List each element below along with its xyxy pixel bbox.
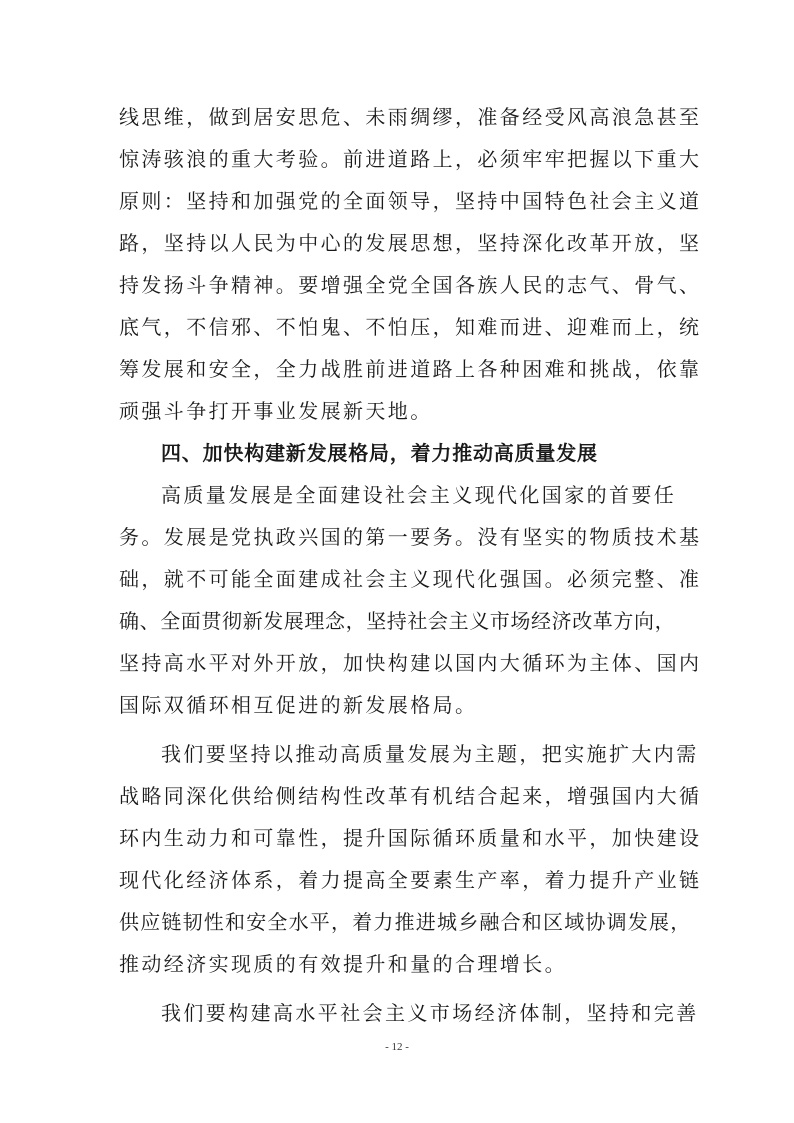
paragraph xyxy=(119,474,702,726)
section-heading: 四、加快构建新发展格局，着力推动高质量发展 xyxy=(161,441,598,465)
text-line: 持发扬斗争精神。要增强全党全国各族人民的志气、骨气、 xyxy=(119,273,702,297)
text-line: 顽强斗争打开事业发展新天地。 xyxy=(119,399,433,423)
text-line: 战略同深化供给侧结构性改革有机结合起来，增强国内大循 xyxy=(119,784,702,808)
text-line: 高质量发展是全面建设社会主义现代化国家的首要任 xyxy=(161,483,677,507)
paragraph-continuation xyxy=(119,96,702,432)
text-line: 确、全面贯彻新发展理念，坚持社会主义市场经济改革方向， xyxy=(119,609,676,633)
text-line: 路，坚持以人民为中心的发展思想，坚持深化改革开放，坚 xyxy=(119,231,702,255)
text-line: 务。发展是党执政兴国的第一要务。没有坚实的物质技术基 xyxy=(119,525,702,549)
text-line: 线思维，做到居安思危、未雨绸缪，准备经受风高浪急甚至 xyxy=(119,105,702,129)
text-line: 础，就不可能全面建成社会主义现代化强国。必须完整、准 xyxy=(119,567,702,591)
text-line: 筹发展和安全，全力战胜前进道路上各种困难和挑战，依靠 xyxy=(119,357,702,381)
text-line: 供应链韧性和安全水平，着力推进城乡融合和区域协调发展， xyxy=(119,910,692,934)
text-line: 底气，不信邪、不怕鬼、不怕压，知难而进、迎难而上，统 xyxy=(119,315,702,339)
text-line: 原则：坚持和加强党的全面领导，坚持中国特色社会主义道 xyxy=(119,189,702,213)
paragraph xyxy=(119,992,699,1034)
paragraph xyxy=(119,733,702,985)
text-line: 推动经济实现质的有效提升和量的合理增长。 xyxy=(119,952,567,976)
text-line: 坚持高水平对外开放，加快构建以国内大循环为主体、国内 xyxy=(119,651,702,675)
text-line: 现代化经济体系，着力提高全要素生产率，着力提升产业链 xyxy=(119,868,702,892)
text-line: 我们要构建高水平社会主义市场经济体制，坚持和完善 xyxy=(161,1001,699,1025)
text-line: 环内生动力和可靠性，提升国际循环质量和水平，加快建设 xyxy=(119,826,702,850)
text-line: 我们要坚持以推动高质量发展为主题，把实施扩大内需 xyxy=(161,742,699,766)
document-body xyxy=(119,96,702,1034)
text-line: 国际双循环相互促进的新发展格局。 xyxy=(119,693,478,717)
page-number: - 12 - xyxy=(385,1041,409,1053)
text-line: 惊涛骇浪的重大考验。前进道路上，必须牢牢把握以下重大 xyxy=(119,147,702,171)
